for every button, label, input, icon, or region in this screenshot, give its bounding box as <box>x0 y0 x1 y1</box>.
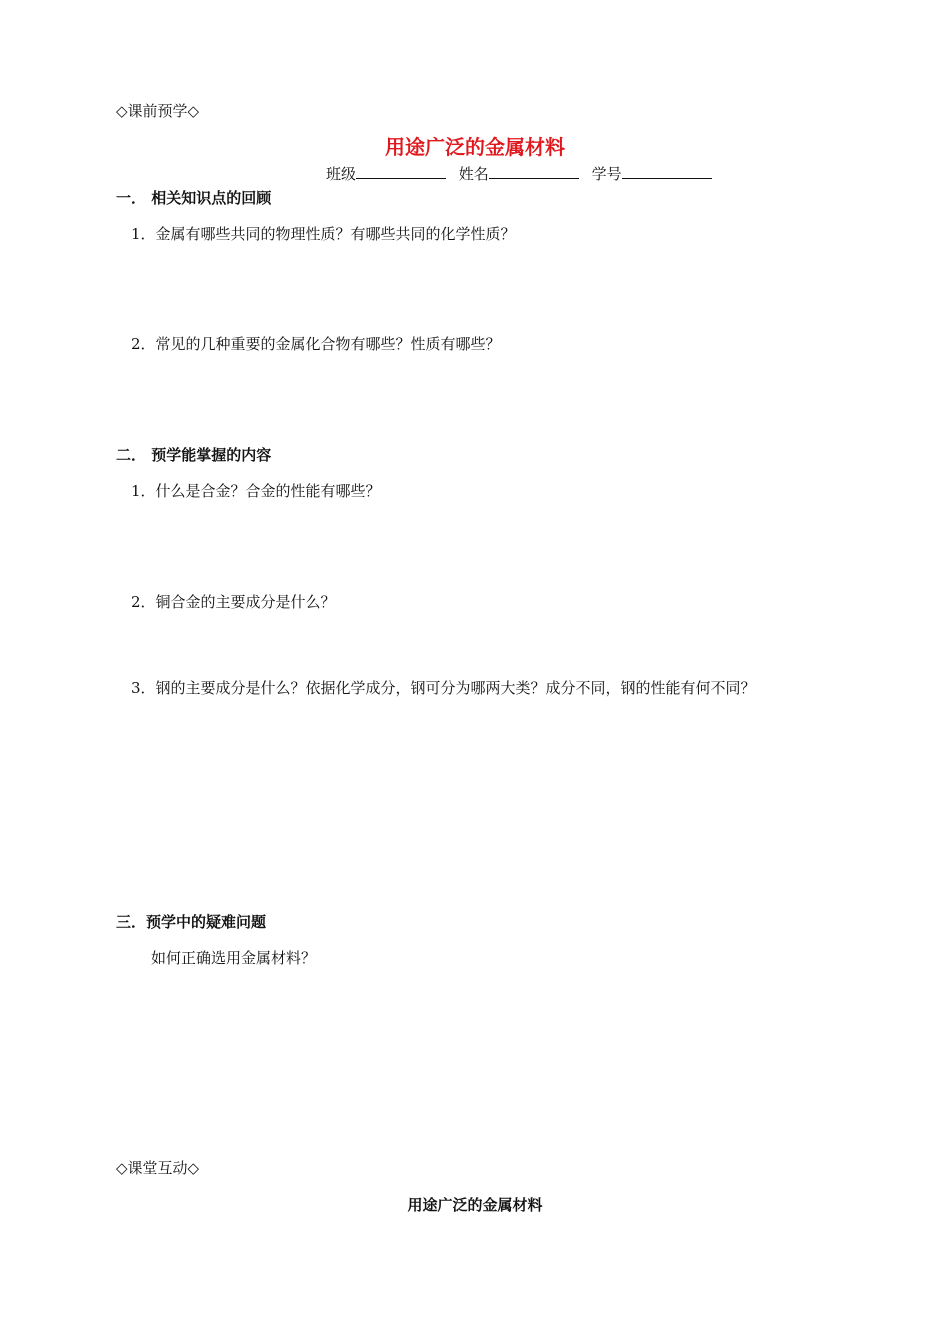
class-label: 班级 <box>326 165 357 183</box>
section-heading: 一． 相关知识点的回顾 <box>116 189 272 207</box>
question-item: 1．金属有哪些共同的物理性质？有哪些共同的化学性质？ <box>131 225 516 243</box>
class-interaction-header: ◇课堂互动◇ <box>116 1159 200 1177</box>
question-item: 2．铜合金的主要成分是什么？ <box>131 593 336 611</box>
student-id-label: 学号 <box>591 165 622 183</box>
student-id-blank[interactable] <box>622 162 712 179</box>
question-item: 3．钢的主要成分是什么？依据化学成分，钢可分为哪两大类？成分不同，钢的性能有何不同？ <box>131 679 756 697</box>
page-title: 用途广泛的金属材料 <box>385 135 565 159</box>
pre-study-header: ◇课前预学◇ <box>116 102 200 120</box>
question-item: 如何正确选用金属材料？ <box>151 949 317 967</box>
section-heading: 二． 预学能掌握的内容 <box>116 446 272 464</box>
question-item: 2．常见的几种重要的金属化合物有哪些？性质有哪些？ <box>131 335 501 353</box>
class-interaction-title: 用途广泛的金属材料 <box>407 1196 543 1214</box>
name-blank[interactable] <box>489 162 579 179</box>
student-info-row <box>326 162 720 184</box>
question-item: 1．什么是合金？合金的性能有哪些？ <box>131 482 381 500</box>
section-heading: 三．预学中的疑难问题 <box>116 913 267 931</box>
name-label: 姓名 <box>458 165 489 183</box>
class-blank[interactable] <box>356 162 446 179</box>
